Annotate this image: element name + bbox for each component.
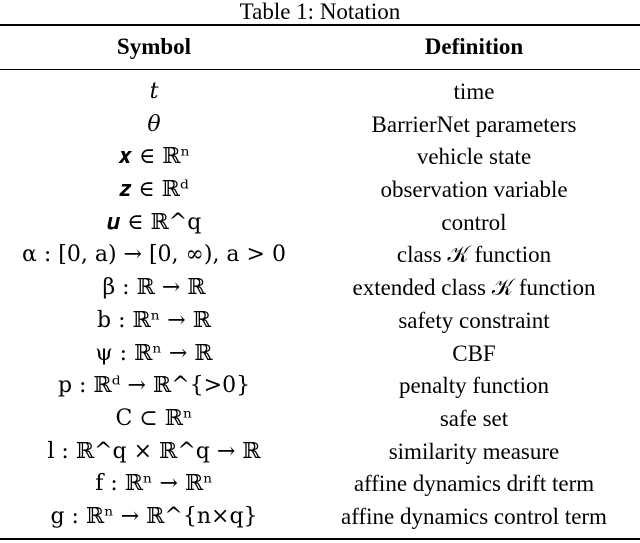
header-definition: Definition [424,34,524,59]
header-rule [0,69,640,70]
symbol-cell: f : ℝⁿ → ℝⁿ [95,471,213,497]
symbol-cell: l : ℝ^q × ℝ^q → ℝ [47,438,261,464]
symbol-cell: p : ℝᵈ → ℝ^{>0} [57,373,251,399]
definition-cell: vehicle state [416,144,532,170]
definition-cell: similarity measure [388,438,560,464]
table-header [0,27,640,67]
header-symbol: Symbol [116,34,192,59]
table-row [0,403,640,436]
symbol-cell: 𝒖 ∈ ℝ^q [106,209,202,235]
definition-cell: affine dynamics drift term [353,471,595,497]
symbol-cell: 𝒙 ∈ ℝⁿ [117,144,191,170]
top-rule [0,24,640,26]
symbol-cell: b : ℝⁿ → ℝ [97,307,211,333]
table-row [0,305,640,338]
bottom-rule [0,538,640,540]
definition-cell: safety constraint [398,307,550,333]
table-row [0,468,640,501]
table-row [0,436,640,469]
definition-cell: extended class 𝒦 function [352,275,596,301]
table-caption: Table 1: Notation [239,0,401,24]
table-row [0,501,640,534]
table-row [0,141,640,174]
table-row [0,239,640,272]
definition-cell: CBF [452,340,496,366]
symbol-cell: 𝒛 ∈ ℝᵈ [119,177,189,203]
definition-cell: BarrierNet parameters [371,111,577,137]
definition-cell: control [441,209,507,235]
table-row [0,76,640,109]
symbol-cell: β : ℝ → ℝ [102,275,206,301]
table-row [0,370,640,403]
table-row [0,338,640,371]
symbol-cell: C ⊂ ℝⁿ [115,405,193,431]
symbol-cell: g : ℝⁿ → ℝ^{n×q} [50,503,258,529]
symbol-cell: t [149,79,159,104]
symbol-cell: θ [147,111,161,137]
definition-cell: penalty function [398,373,550,399]
table-row [0,109,640,142]
symbol-cell: α : [0, a) → [0, ∞), a > 0 [22,242,286,268]
definition-cell: safe set [439,405,509,431]
table-body [0,76,640,534]
table-row [0,174,640,207]
definition-cell: affine dynamics control term [341,503,607,529]
definition-cell: class 𝒦 function [396,242,552,268]
definition-cell: time [453,79,495,104]
symbol-cell: ψ : ℝⁿ → ℝ [95,340,213,366]
table-row [0,272,640,305]
table-row [0,207,640,240]
definition-cell: observation variable [380,177,568,203]
